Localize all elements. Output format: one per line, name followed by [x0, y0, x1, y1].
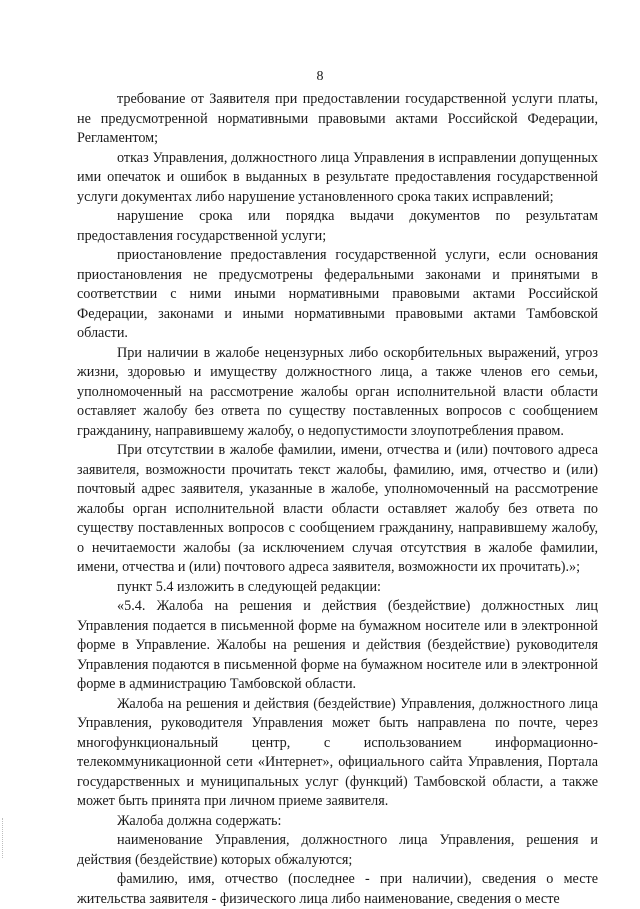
- scan-edge-mark: [2, 818, 7, 858]
- page-number: 8: [316, 69, 324, 84]
- paragraph-obscene-complaint: При наличии в жалобе нецензурных либо оскорбительных выражений, угроз жизни, здоровью и имуществу должностного лица, а также членов его семьи, уполномоченный на рассмотрение жалобы орган исполнительной власти области оставляет жалобу без ответа по существу поставленных вопросов с сообщением гражданину, направившему жалобу, о недопустимости злоупотребления правом.: [77, 344, 598, 439]
- paragraph-missing-name-address: При отсутствии в жалобе фамилии, имени, отчества и (или) почтового адреса заявителя, возможности прочитать текст жалобы, фамилию, имя, отчество и (или) почтовый адрес заявителя, указанные в жалобе, уполномоченный на рассмотрение жалобы орган исполнительной власти области оставляет жалобу без ответа по существу поставленных вопросов с сообщением гражданину, направившему жалобу, о нечитаемости жалобы (за исключением случая отсутствия в жалобе фамилии, имени, отчества и (или) почтового адреса заявителя, возможности их прочитать).»;: [77, 442, 598, 575]
- paragraph-complaint-contents-applicant: фамилию, имя, отчество (последнее - при наличии), сведения о месте жительства заявителя - физического лица либо наименование, сведения о месте: [77, 871, 598, 907]
- paragraph-clause-5-4-intro: пункт 5.4 изложить в следующей редакции:: [117, 578, 381, 595]
- paragraph-complaint-channels: Жалоба на решения и действия (бездействие) Управления, должностного лица Управления, руководителя Управления может быть направлена по почте, через многофункциональный центр, с использованием информационно-телекоммуникационной сети «Интернет», официального сайта Управления, Портала государственных и муниципальных услуг (функций) Тамбовской области, а также может быть принята при личном приеме заявителя.: [77, 695, 598, 809]
- paragraph-complaint-contents-name: наименование Управления, должностного лица Управления, решения и действия (бездействие) которых обжалуются;: [77, 832, 598, 868]
- paragraph-payment-requirement: требование от Заявителя при предоставлении государственной услуги платы, не предусмотренной нормативными правовыми актами Российской Федерации, Регламентом;: [77, 91, 598, 146]
- paragraph-deadline-violation: нарушение срока или порядка выдачи документов по результатам предоставления государственной услуги;: [77, 208, 598, 244]
- paragraph-refusal-corrections: отказ Управления, должностного лица Управления в исправлении допущенных ими опечаток и ошибок в выданных в результате предоставления государственной услуги документах либо нарушение установленного срока таких исправлений;: [77, 149, 598, 205]
- paragraph-suspension: приостановление предоставления государственной услуги, если основания приостановления не предусмотрены федеральными законами и принятыми в соответствии с ними иными нормативными правовыми актами Российской Федерации, законами и иными нормативными правовыми актами Тамбовской области.: [77, 247, 598, 341]
- document-body: [77, 90, 598, 909]
- paragraph-complaint-contents-heading: Жалоба должна содержать:: [117, 812, 282, 829]
- paragraph-clause-5-4: «5.4. Жалоба на решения и действия (бездействие) должностных лиц Управления подается в письменной форме на бумажном носителе или в электронной форме в Управление. Жалобы на решения и действия (бездействие) руководителя Управления подаются в письменной форме на бумажном носителе или в электронной форме в администрацию Тамбовской области.: [77, 598, 598, 692]
